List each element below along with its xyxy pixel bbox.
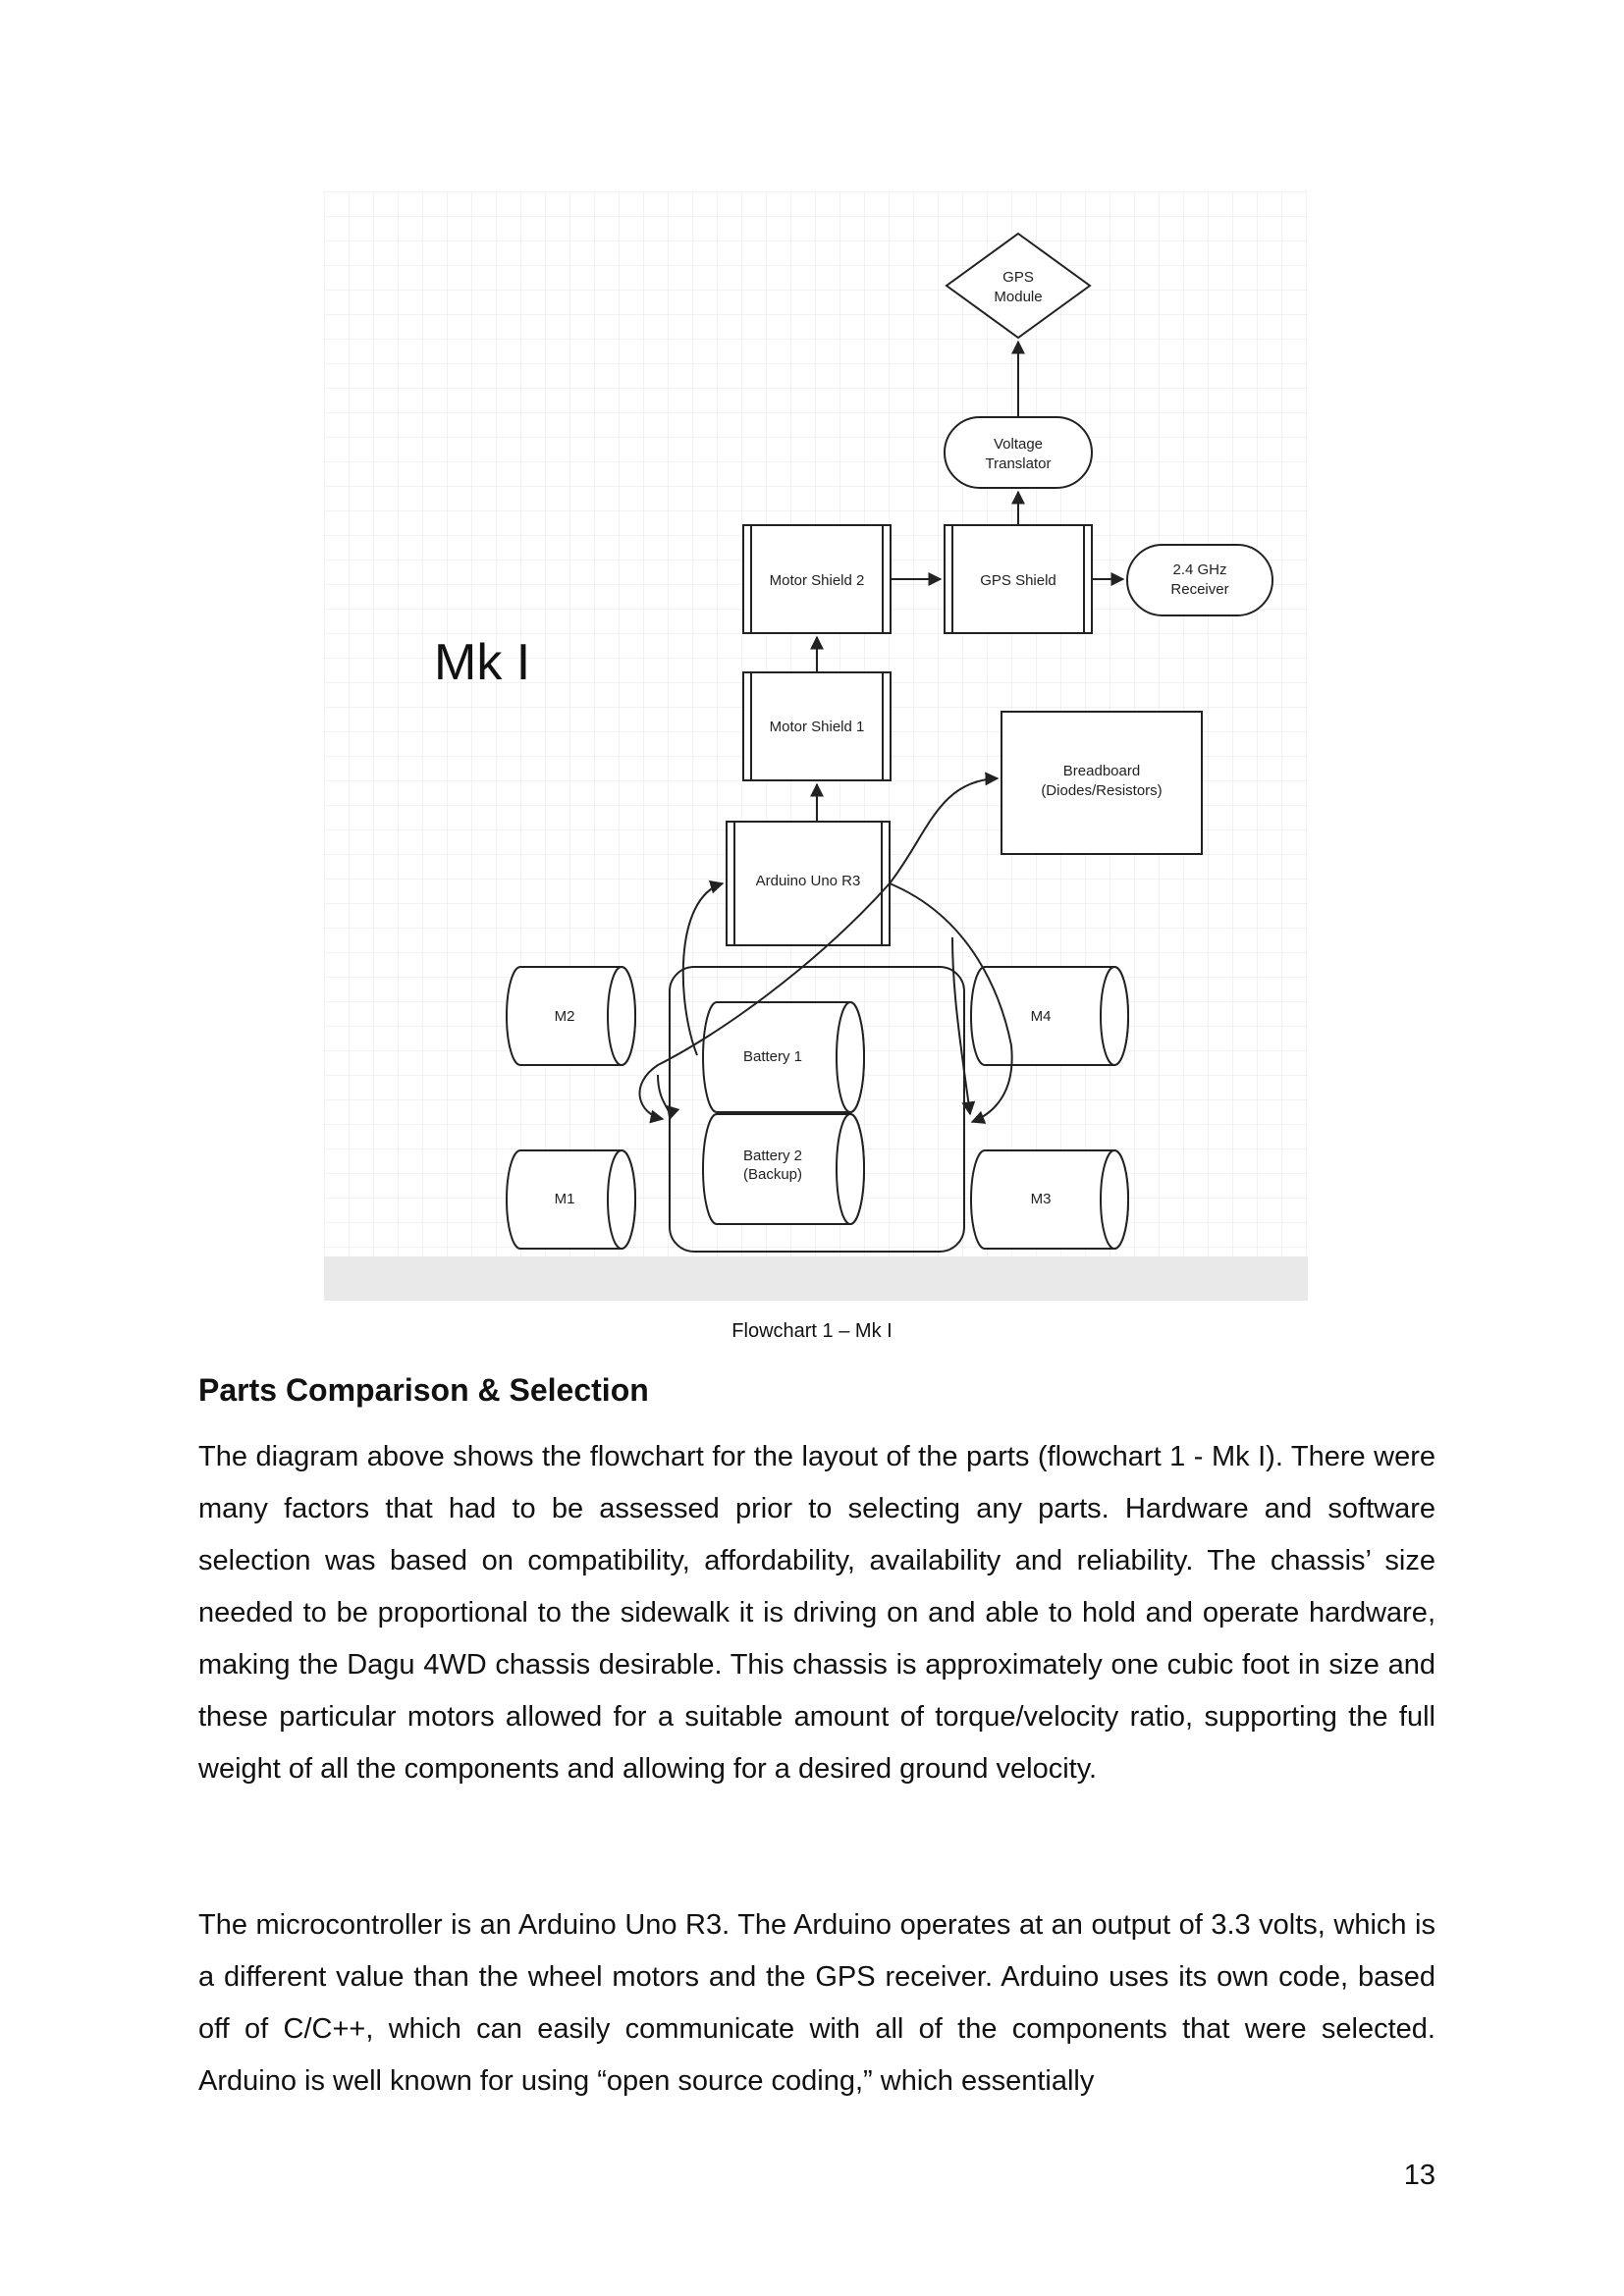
- breadboard-label-2: (Diodes/Resistors): [1041, 782, 1163, 799]
- flowchart-diagram: [324, 191, 1308, 1301]
- battery-2-label-1: Battery 2: [742, 1148, 803, 1164]
- section-heading: Parts Comparison & Selection: [198, 1372, 649, 1408]
- arduino-label: Arduino Uno R3: [755, 873, 861, 889]
- gps-module-label-1: GPS: [1002, 269, 1034, 286]
- motor-m1-label: M1: [554, 1191, 575, 1207]
- battery-2-label-2: (Backup): [742, 1166, 803, 1183]
- voltage-translator-label-1: Voltage: [993, 436, 1044, 453]
- figure-caption: Flowchart 1 – Mk I: [731, 1320, 893, 1342]
- figure-footer-band: [324, 1256, 1308, 1301]
- paragraph-2: The microcontroller is an Arduino Uno R3. The Arduino operates at an output of 3.3 volts, which is a different value than the wheel motors and the GPS receiver. Arduino uses its own code, based off of C/C++, which can easily communicate with all of the components that were selected. Arduino is well known for using “open source coding,” which essentially: [198, 1909, 1435, 2097]
- voltage-translator-label-2: Translator: [985, 455, 1052, 472]
- motor-m4-label: M4: [1030, 1008, 1052, 1025]
- motor-m2-label: M2: [554, 1008, 575, 1025]
- battery-1-label: Battery 1: [742, 1048, 803, 1065]
- receiver-label-1: 2.4 GHz: [1172, 561, 1227, 578]
- gps-module-label-2: Module: [994, 289, 1043, 305]
- gps-shield-label: GPS Shield: [980, 572, 1056, 589]
- breadboard-label-1: Breadboard: [1062, 763, 1141, 779]
- paragraph-1: The diagram above shows the flowchart for the layout of the parts (flowchart 1 - Mk I). There were many factors that had to be assessed prior to selecting any parts. Hardware and software selection was based on compatibility, affordability, availability and reliability. The chassis’ size needed to be proportional to the sidewalk it is driving on and able to hold and operate hardware, making the Dagu 4WD chassis desirable. This chassis is approximately one cubic foot in size and these particular motors allowed for a suitable amount of torque/velocity ratio, supporting the full weight of all the components and allowing for a desired ground velocity.: [198, 1441, 1435, 1785]
- flowchart-figure: [324, 191, 1308, 1301]
- motor-shield-1-label: Motor Shield 1: [769, 719, 865, 735]
- diagram-title: Mk I: [434, 634, 531, 691]
- motor-shield-2-label: Motor Shield 2: [769, 572, 865, 589]
- page-number: 13: [1403, 2160, 1435, 2191]
- voltage-translator-node: [945, 417, 1092, 488]
- receiver-node: [1127, 545, 1272, 615]
- receiver-label-2: Receiver: [1170, 581, 1229, 598]
- motor-m3-label: M3: [1030, 1191, 1052, 1207]
